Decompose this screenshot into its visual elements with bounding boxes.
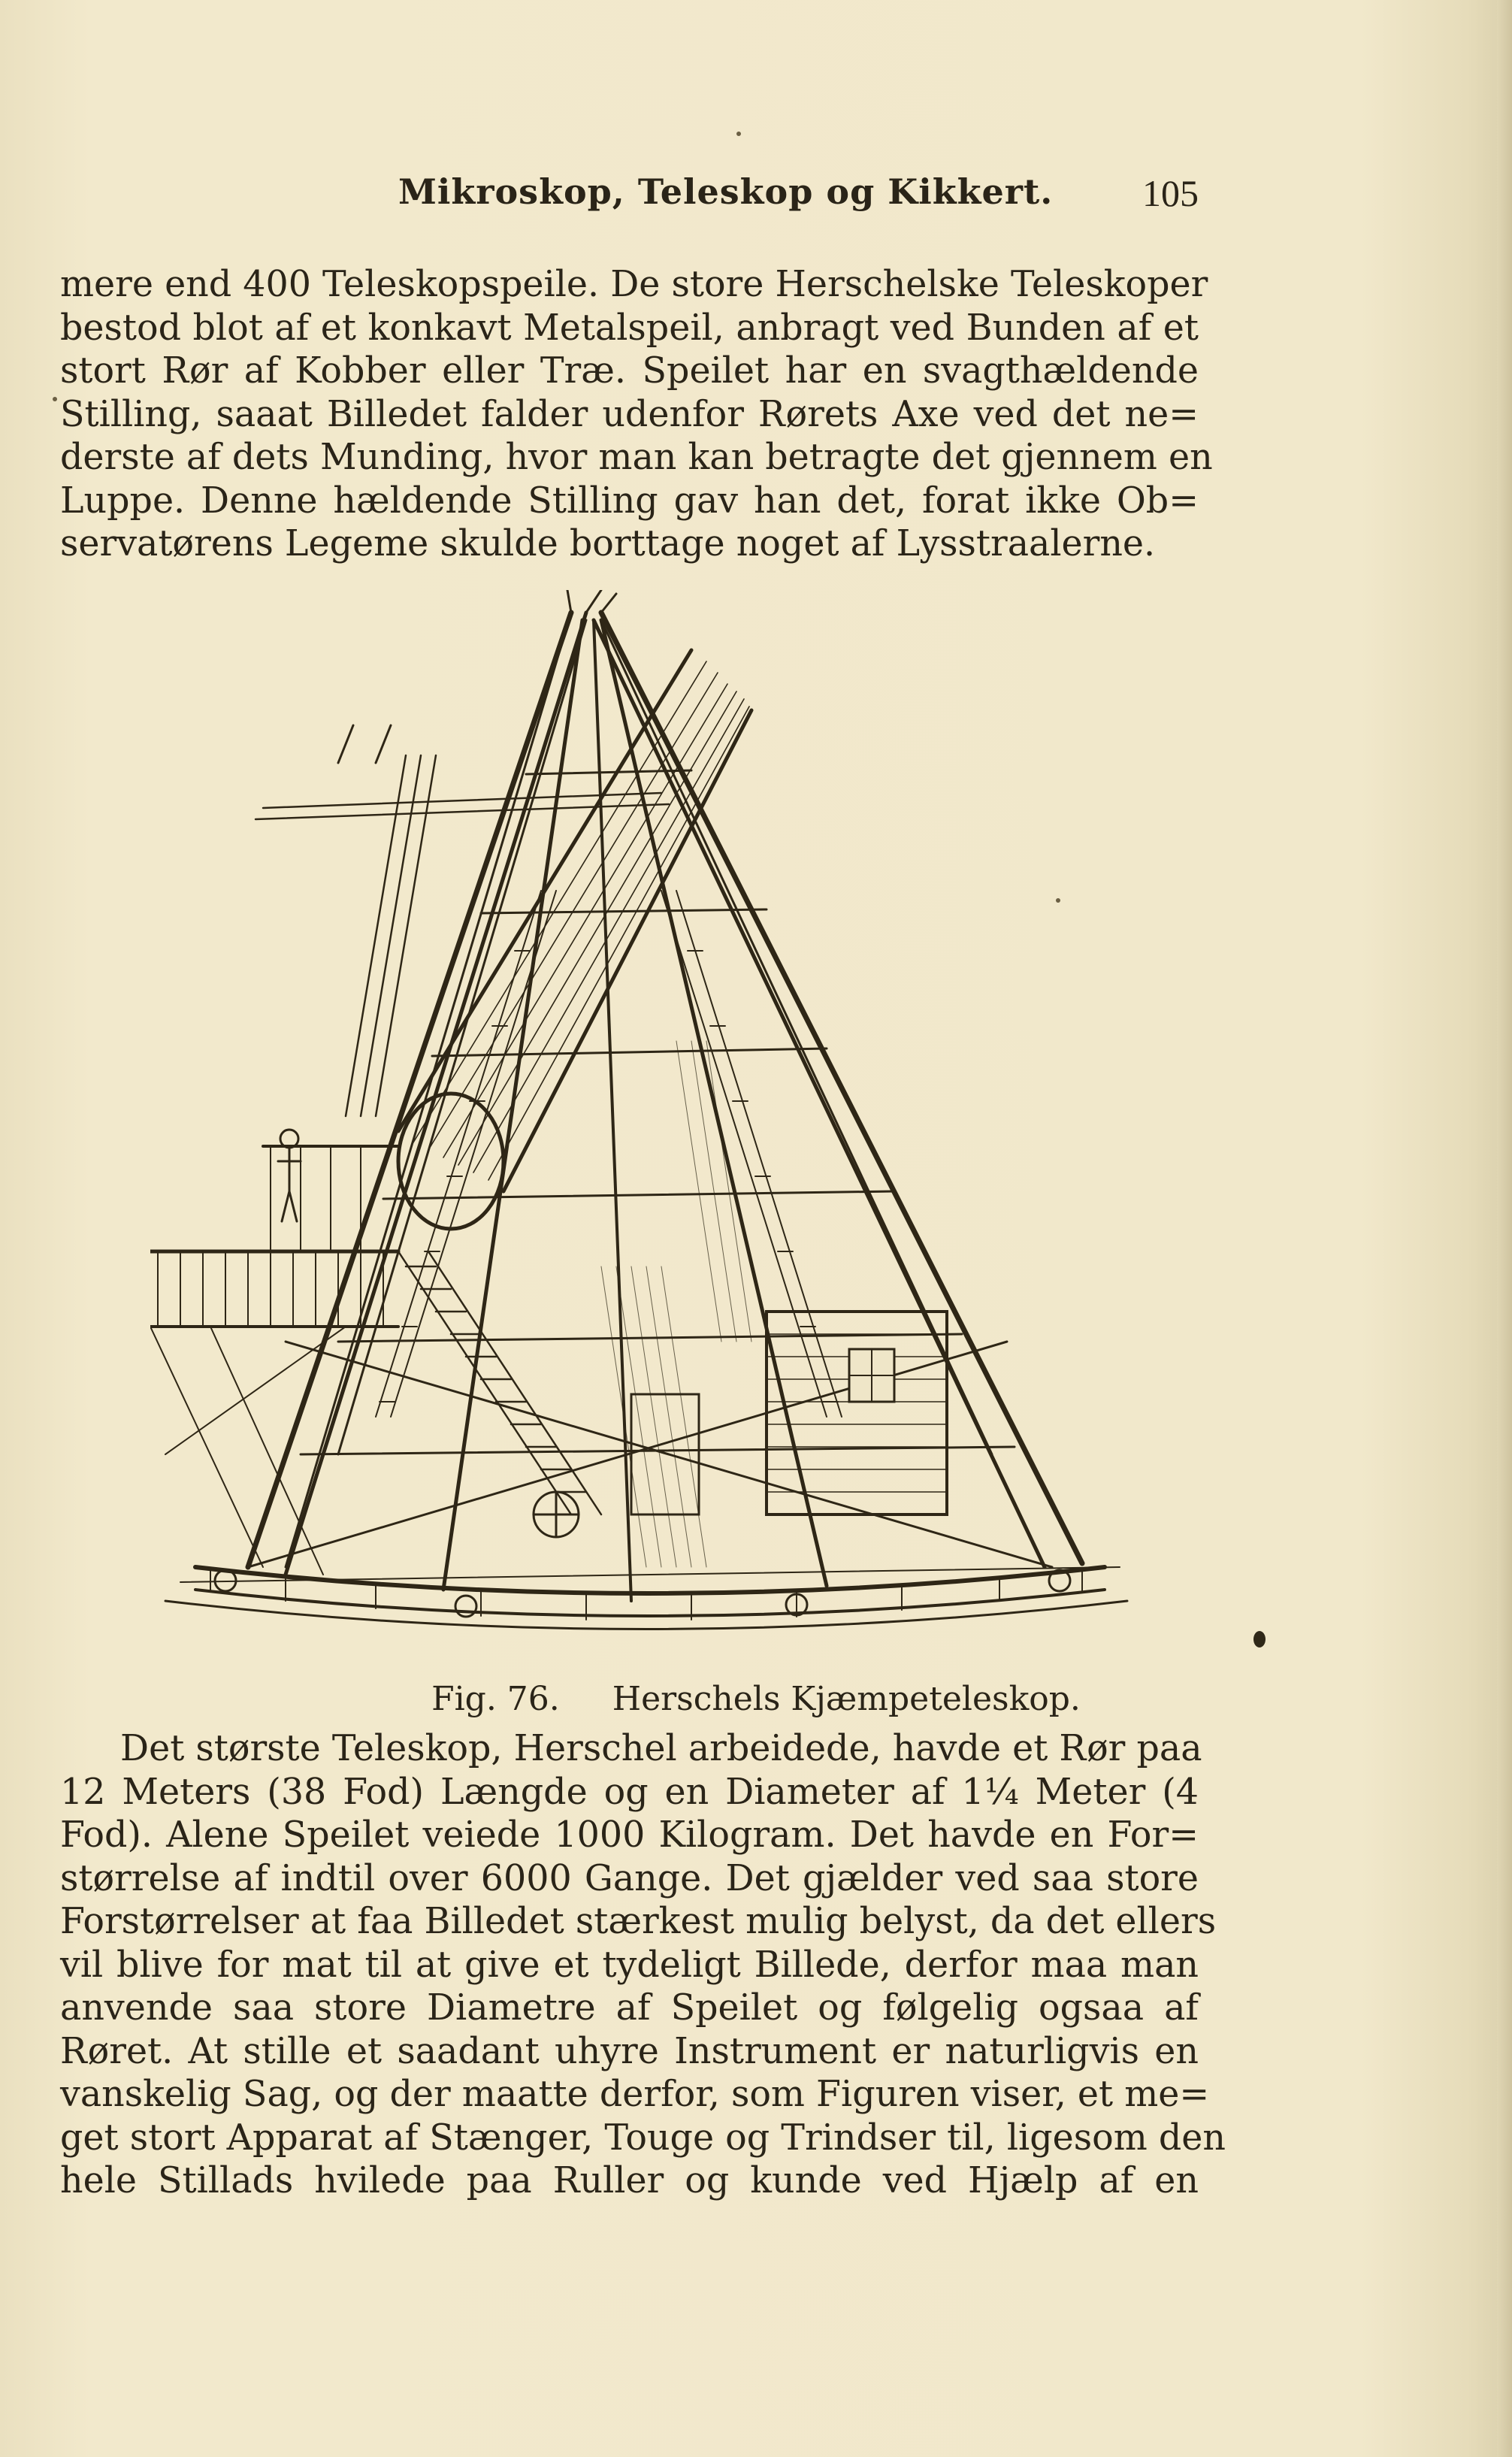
page-edge <box>1497 0 1512 2457</box>
figure-label: Fig. 76. <box>431 1680 560 1718</box>
telescope-engraving <box>150 590 1135 1665</box>
page-number: 105 <box>1142 172 1199 214</box>
paragraph-2 <box>60 1727 1226 2203</box>
text-line: Forstørrelser at faa Billedet stærkest mulig belyst, da det ellers <box>60 1901 1217 1942</box>
text-line: hele Stillads hvilede paa Ruller og kunde ved Hjælp af en <box>60 2160 1199 2201</box>
running-title: Mikroskop, Teleskop og Kikkert. <box>398 171 1054 212</box>
speck <box>53 397 57 401</box>
text-line: 12 Meters (38 Fod) Længde og en Diameter af 1¼ Meter (4 <box>60 1771 1199 1813</box>
text-line: get stort Apparat af Stænger, Touge og Trindser til, ligesom den <box>60 2117 1226 2159</box>
text-line: bestod blot af et konkavt Metalspeil, anbragt ved Bunden af et <box>60 307 1199 349</box>
text-line: vil blive for mat til at give et tydeligt Billede, derfor maa man <box>60 1944 1199 1986</box>
speck <box>736 132 741 136</box>
text-line: derste af dets Munding, hvor man kan betragte det gjennem en <box>60 437 1213 478</box>
ink-stain <box>1253 1631 1266 1648</box>
text-line: størrelse af indtil over 6000 Gange. Det gjælder ved saa store <box>60 1857 1199 1899</box>
text-line: stort Rør af Kobber eller Træ. Speilet har en svagthældende <box>60 350 1199 392</box>
text-line: Det største Teleskop, Herschel arbeidede, havde et Rør paa <box>120 1728 1202 1769</box>
figure-caption <box>0 1680 1512 1718</box>
text-line: Luppe. Denne hældende Stilling gav han det, forat ikke Ob= <box>60 480 1199 522</box>
figure-title: Herschels Kjæmpeteleskop. <box>612 1680 1081 1718</box>
page-header <box>60 171 1199 224</box>
text-line: Fod). Alene Speilet veiede 1000 Kilogram. Det havde en For= <box>60 1814 1199 1856</box>
text-line: anvende saa store Diametre af Speilet og følgelig ogsaa af <box>60 1987 1199 2029</box>
text-line: servatørens Legeme skulde borttage noget af Lysstraalerne. <box>60 523 1156 564</box>
text-line: Stilling, saaat Billedet falder udenfor Rørets Axe ved det ne= <box>60 393 1199 435</box>
paragraph-1 <box>60 263 1213 566</box>
text-line: Røret. At stille et saadant uhyre Instrument er naturligvis en <box>60 2030 1199 2072</box>
text-line: vanskelig Sag, og der maatte derfor, som Figuren viser, et me= <box>60 2074 1210 2115</box>
text-line: mere end 400 Teleskopspeile. De store Herschelske Teleskoper <box>60 264 1208 305</box>
speck <box>1056 898 1060 903</box>
telescope-illustration <box>150 590 1135 1665</box>
